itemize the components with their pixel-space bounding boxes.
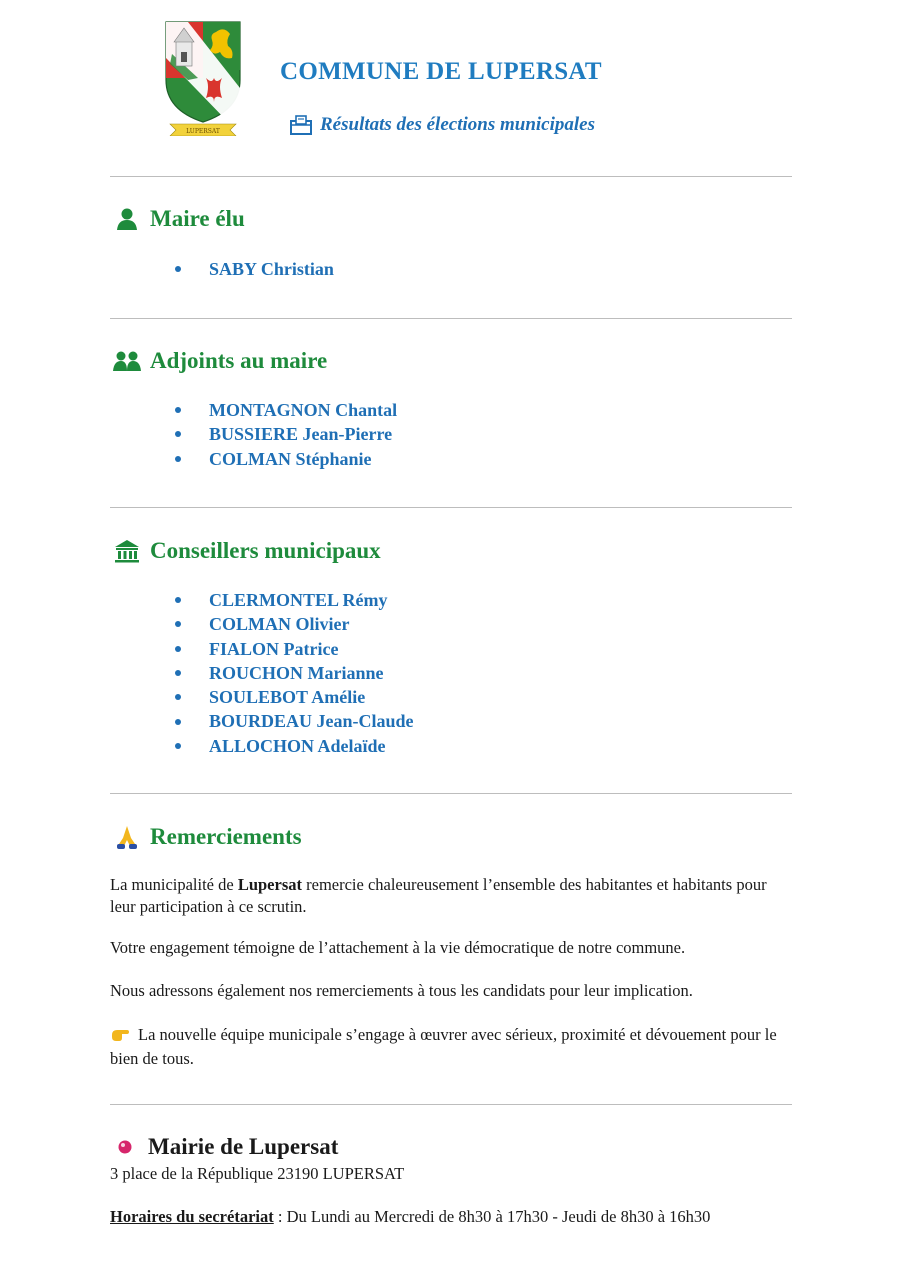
commune-crest-logo	[158, 18, 248, 136]
praying-hands-icon	[112, 825, 142, 849]
hours-label: Horaires du secrétariat	[110, 1207, 274, 1226]
divider	[110, 1104, 792, 1105]
thanks-text: remercie chaleureusement l’ensemble des habitantes et habitants pour leur participation à ce scrutin.	[110, 875, 767, 916]
conseiller-name: CLERMONTEL Rémy	[209, 590, 388, 610]
thanks-text: La municipalité de	[110, 875, 238, 894]
list-item	[172, 612, 414, 636]
conseiller-name: ROUCHON Marianne	[209, 662, 384, 683]
maire-heading	[112, 206, 245, 232]
adjoints-heading	[112, 348, 327, 374]
divider	[110, 176, 792, 177]
list-item	[172, 661, 414, 685]
person-icon	[112, 207, 142, 231]
commitment-text: La nouvelle équipe municipale s’engage à œuvrer avec sérieux, proximité et dévouement pour le bien de tous.	[110, 1025, 777, 1068]
adjoint-name: BUSSIERE Jean-Pierre	[209, 424, 393, 445]
mairie-heading-text: Mairie de Lupersat	[148, 1134, 339, 1159]
thanks-paragraph-4	[110, 1024, 794, 1070]
subtitle-text: Résultats des élections municipales	[320, 114, 595, 135]
pointing-hand-icon	[110, 1026, 130, 1048]
list-item	[172, 685, 414, 709]
divider	[110, 507, 792, 508]
conseiller-name: FIALON Patrice	[209, 638, 339, 659]
conseiller-name: SOULEBOT Amélie	[209, 687, 366, 708]
people-icon	[112, 349, 142, 373]
thanks-paragraph-2: Votre engagement témoigne de l’attachement à la vie démocratique de notre commune.	[110, 938, 686, 957]
location-pin-icon	[118, 1140, 132, 1154]
commune-title: COMMUNE DE LUPERSAT	[280, 58, 602, 85]
list-item	[172, 257, 334, 281]
list-item	[172, 637, 414, 661]
conseiller-name: COLMAN Olivier	[209, 614, 350, 635]
list-item	[172, 447, 397, 471]
remerciements-heading	[112, 824, 302, 850]
maire-name: SABY Christian	[209, 259, 334, 279]
thanks-paragraph-3: Nous adressons également nos remerciements à tous les candidats pour leur implication.	[110, 981, 693, 1000]
conseillers-heading	[112, 538, 381, 564]
hours-text: : Du Lundi au Mercredi de 8h30 à 17h30 - Jeudi de 8h30 à 16h30	[273, 1207, 711, 1226]
conseiller-name: BOURDEAU Jean-Claude	[209, 711, 414, 732]
divider	[110, 318, 792, 319]
list-item	[172, 588, 414, 612]
list-item	[172, 734, 414, 758]
list-item	[172, 398, 397, 422]
ballot-box-icon	[290, 115, 312, 135]
mairie-heading	[118, 1134, 338, 1160]
conseillers-heading-text: Conseillers municipaux	[150, 538, 381, 563]
conseillers-list	[172, 588, 414, 758]
mairie-address: 3 place de la République 23190 LUPERSAT	[110, 1164, 405, 1183]
adjoint-name: MONTAGNON Chantal	[209, 400, 398, 420]
crest-banner-text: LUPERSAT	[186, 128, 220, 135]
opening-hours	[110, 1207, 710, 1227]
maire-list	[172, 257, 334, 281]
commune-name-bold: Lupersat	[237, 875, 302, 894]
list-item	[172, 422, 397, 446]
thanks-paragraph-1	[110, 874, 794, 918]
subtitle	[290, 114, 595, 136]
remerciements-heading-text: Remerciements	[150, 824, 302, 849]
list-item	[172, 709, 414, 733]
town-hall-icon	[112, 539, 142, 563]
divider	[110, 793, 792, 794]
maire-heading-text: Maire élu	[150, 206, 245, 231]
conseiller-name: ALLOCHON Adelaïde	[209, 735, 386, 756]
adjoint-name: COLMAN Stéphanie	[209, 448, 372, 469]
adjoints-list	[172, 398, 397, 471]
adjoints-heading-text: Adjoints au maire	[150, 348, 328, 373]
